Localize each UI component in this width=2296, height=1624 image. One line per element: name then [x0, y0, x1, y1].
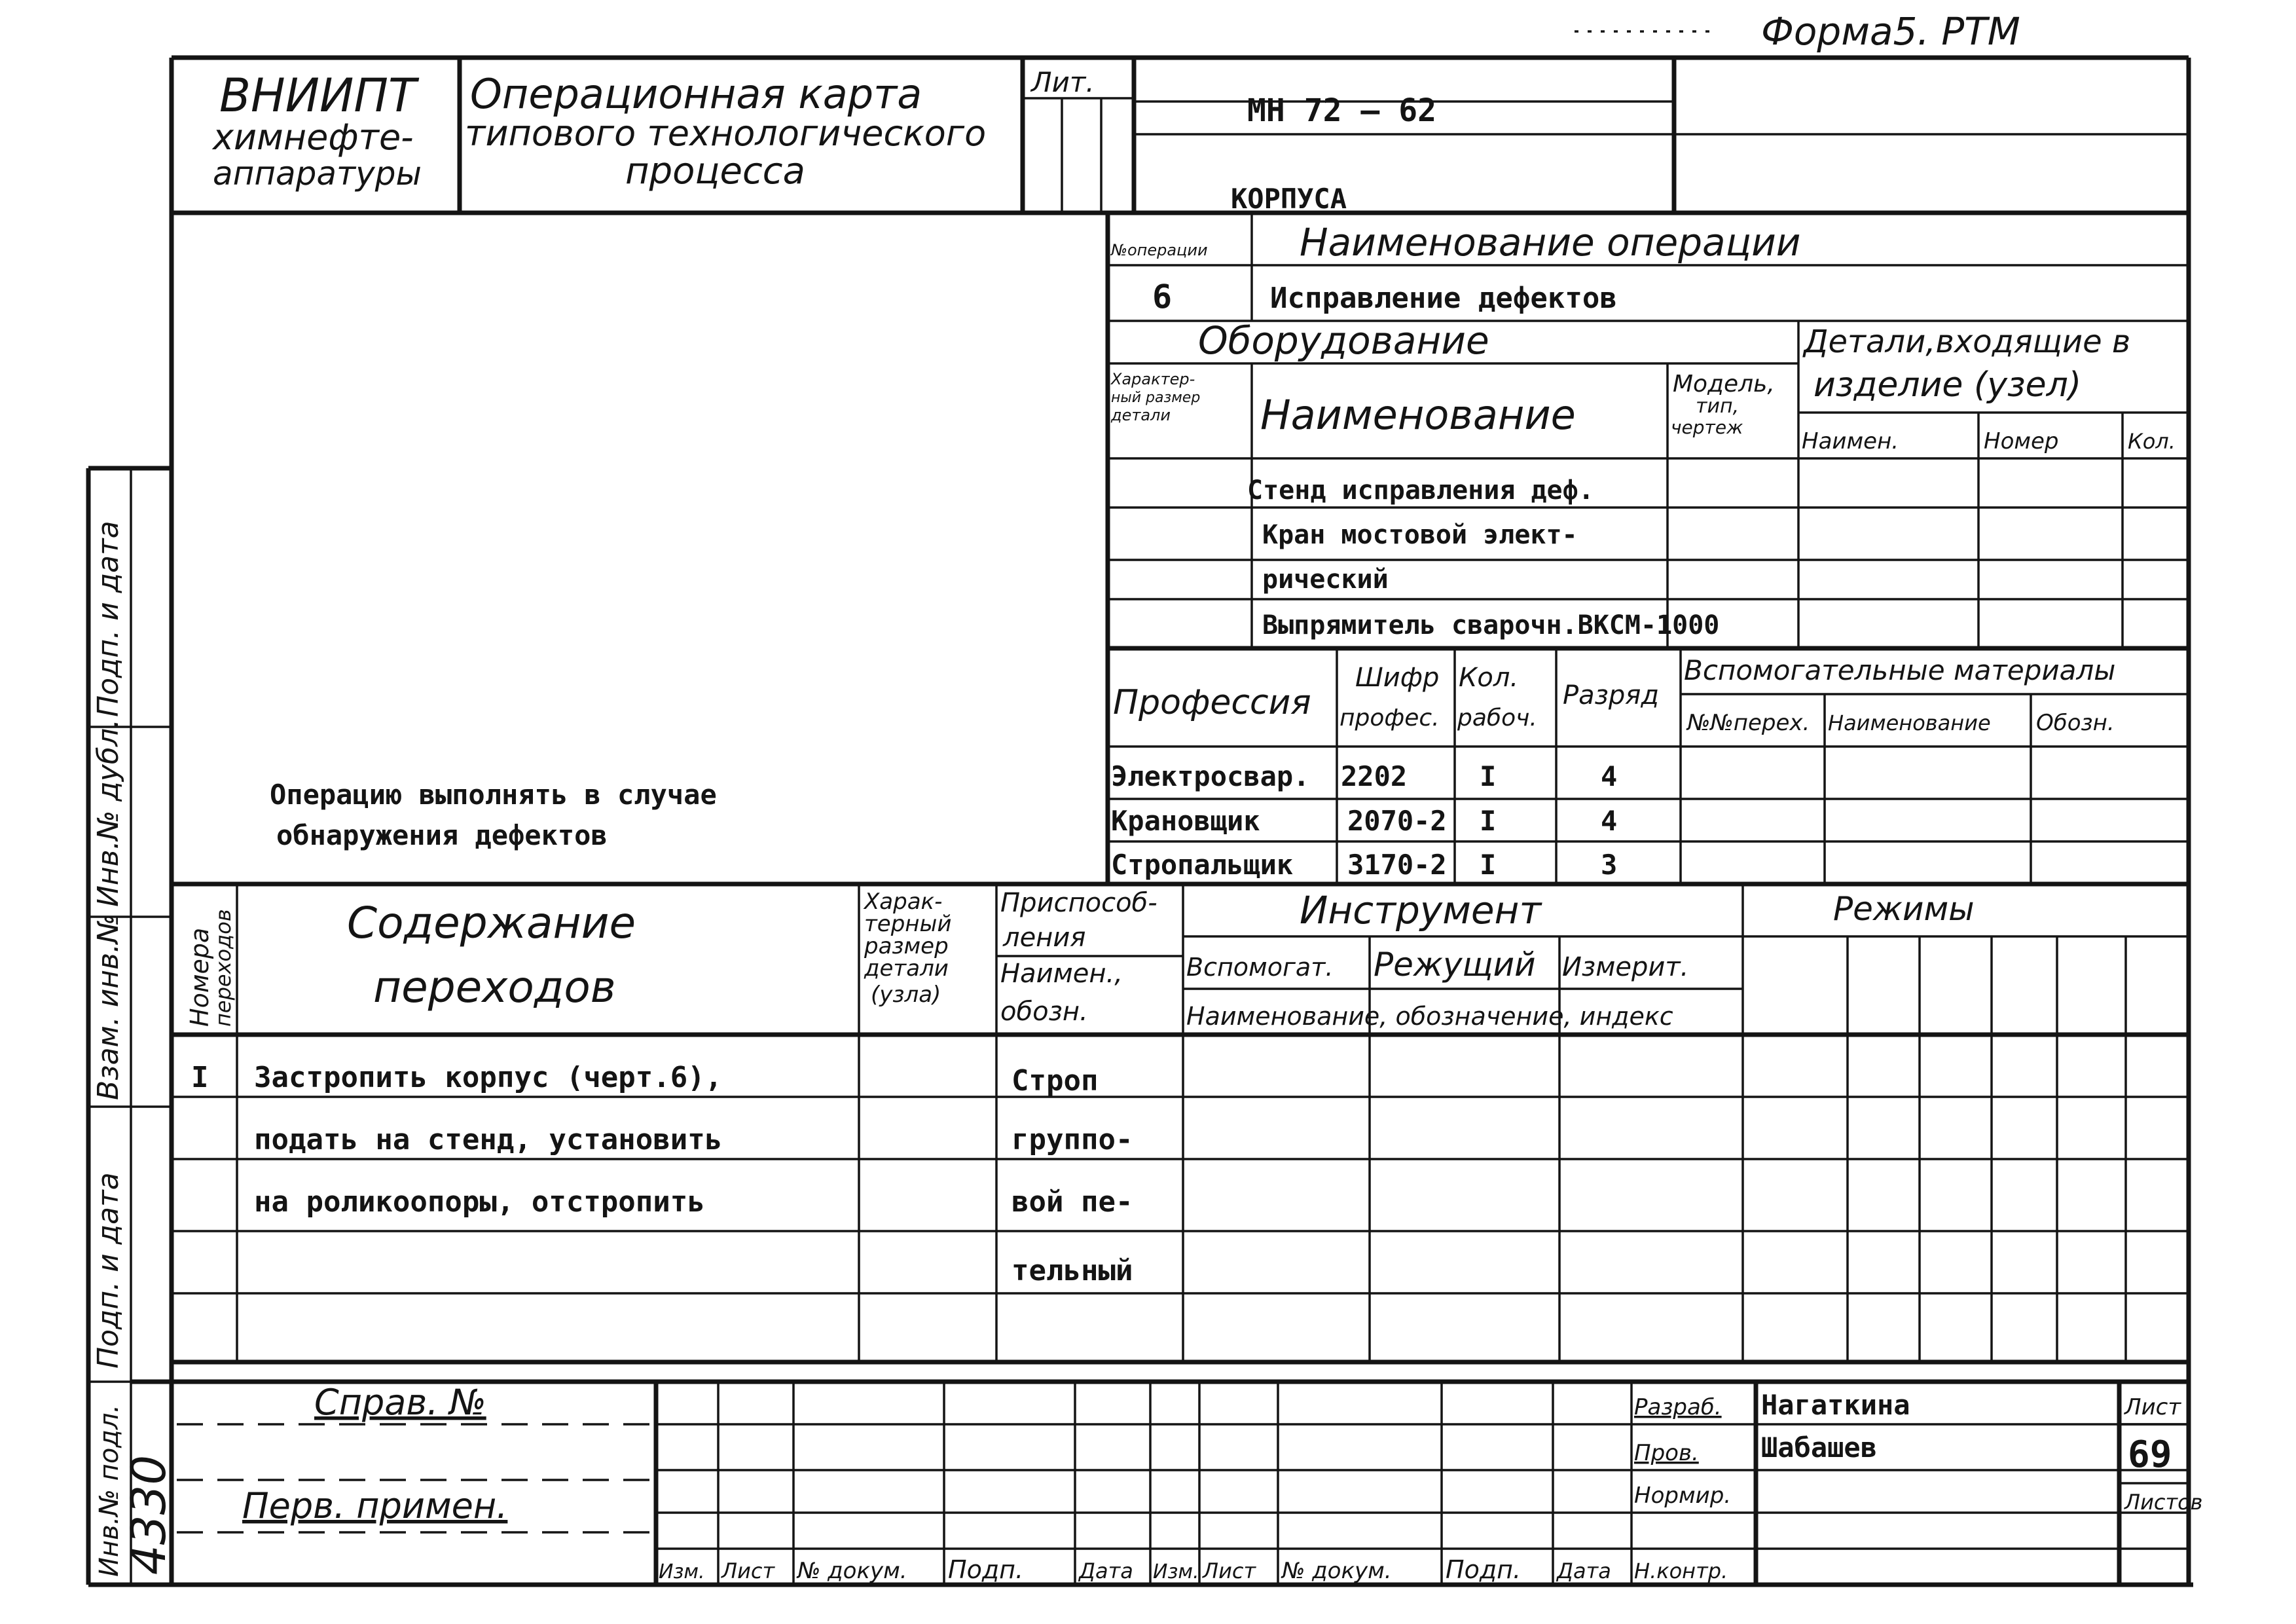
size-header-2: терный: [864, 911, 952, 937]
fixture-header-1: Приспособ-: [1000, 888, 1157, 918]
change-log-headers-right: [1153, 1555, 1611, 1584]
form-number-note: Форма5. РТМ: [1761, 9, 2020, 54]
reference-number-label: Справ. №: [314, 1382, 486, 1423]
transition-line-2: подать на стенд, установить: [254, 1123, 723, 1156]
fixture-line-3: вой пе-: [1011, 1185, 1133, 1219]
operation-name-label: Наименование операции: [1300, 220, 1801, 265]
transition-content-header-1: Содержание: [347, 898, 636, 948]
profession-code-header-1: Шифр: [1355, 663, 1440, 693]
sheets-total-label: Листов: [2124, 1490, 2203, 1515]
operation-note-line1: Операцию выполнять в случае: [270, 779, 717, 811]
worker-profession: Крановщик: [1111, 805, 1260, 837]
transition-number: I: [191, 1061, 209, 1094]
fixture-line-4: тельный: [1011, 1254, 1133, 1287]
fixture-header-3: Наимен.,: [1000, 959, 1123, 989]
operation-name: Исправление дефектов: [1270, 282, 1617, 315]
date-label: Дата: [1557, 1559, 1611, 1583]
worker-count: I: [1480, 849, 1497, 881]
signature-label: Подп.: [1446, 1555, 1522, 1584]
worker-profession: Стропальщик: [1111, 849, 1294, 881]
aux-col-name: Наименование: [1828, 710, 1991, 735]
tool-aux-header: Вспомогат.: [1186, 953, 1334, 982]
side-stamp-original-inv: Инв.№ подл.: [94, 1404, 124, 1577]
parts-col-qty: Кол.: [2128, 429, 2176, 454]
sheet-label: Лист: [2124, 1394, 2181, 1420]
n-control-label: Н.контр.: [1634, 1559, 1728, 1583]
card-title-line3: процесса: [625, 150, 805, 193]
parts-label-1: Детали,входящие в: [1804, 323, 2131, 360]
transition-content-header-2: переходов: [373, 962, 616, 1012]
checker-name: Шабашев: [1761, 1431, 1878, 1464]
worker-count-header-1: Кол.: [1459, 663, 1519, 693]
size-header-4: детали: [864, 955, 949, 982]
change-log-headers-left: [659, 1555, 1133, 1584]
developer-name: Нагаткина: [1761, 1389, 1910, 1421]
operation-note-line2: обнаружения дефектов: [276, 819, 608, 851]
first-use-label: Перв. примен.: [242, 1485, 508, 1526]
sheet-number: 69: [2128, 1433, 2172, 1476]
parts-label-2: изделие (узел): [1813, 365, 2082, 405]
worker-code: 2202: [1341, 760, 1408, 792]
equipment-row-2: Кран мостовой элект-: [1262, 520, 1578, 550]
tool-name-header: Наименование, обозначение, индекс: [1186, 1002, 1673, 1031]
equipment-size-label-2: ный размер: [1111, 390, 1201, 406]
fixture-line-1: Строп: [1011, 1064, 1099, 1098]
worker-row-2: [1111, 805, 1617, 837]
equipment-row-1: Стенд исправления деф.: [1247, 475, 1594, 506]
developed-by-label: Разраб.: [1634, 1394, 1722, 1420]
equipment-model-label-1: Модель,: [1673, 371, 1775, 397]
operation-number: 6: [1152, 278, 1173, 316]
original-inventory-number: 4330: [121, 1454, 176, 1575]
worker-count-header-2: рабоч.: [1457, 705, 1537, 731]
side-stamp-replace-inv: Взам. инв.№: [92, 913, 125, 1100]
worker-profession: Электросвар.: [1111, 760, 1310, 792]
transition-line-3: на роликоопоры, отстропить: [254, 1185, 705, 1219]
side-stamp-sign-date-2: Подп. и дата: [92, 1172, 125, 1369]
signature-label: Подп.: [948, 1555, 1024, 1584]
grade-header: Разряд: [1563, 680, 1660, 710]
doc-number-label: № докум.: [797, 1558, 907, 1584]
equipment-row-3: рический: [1262, 564, 1389, 595]
transition-number-header-1: Номера: [185, 927, 214, 1027]
size-header-3: размер: [864, 933, 949, 959]
transition-line-1: Застропить корпус (черт.6),: [254, 1061, 723, 1094]
org-name-line1: ВНИИПТ: [219, 69, 416, 122]
fixture-header-4: обозн.: [1000, 997, 1088, 1027]
list-label: Лист: [1203, 1559, 1256, 1583]
size-header-1: Харак-: [864, 889, 943, 915]
worker-grade: 3: [1601, 849, 1618, 881]
parts-col-name: Наимен.: [1802, 428, 1899, 454]
tool-header: Инструмент: [1300, 888, 1542, 932]
izm-label: Изм.: [1153, 1560, 1199, 1583]
transition-number-header-2: переходов: [211, 909, 236, 1027]
lit-label: Лит.: [1031, 66, 1095, 98]
profession-code-header-2: профес.: [1339, 705, 1440, 731]
worker-grade: 4: [1601, 760, 1618, 792]
side-stamp-duplicate-inv: Инв.№ дубл.: [92, 718, 125, 907]
card-title-line2: типового технологического: [465, 113, 987, 154]
tool-measuring-header: Измерит.: [1562, 952, 1689, 982]
card-title-line1: Операционная карта: [470, 70, 922, 118]
aux-col-transitions: №№перех.: [1687, 710, 1810, 736]
parts-col-number: Номер: [1984, 428, 2059, 454]
document-code: МН 72 – 62: [1247, 92, 1436, 129]
org-name-line2: химнефте-: [213, 117, 414, 158]
tool-cutting-header: Режущий: [1374, 946, 1536, 984]
norm-control-label: Нормир.: [1634, 1483, 1732, 1509]
worker-code: 2070-2: [1347, 805, 1447, 837]
doc-number-label: № докум.: [1282, 1558, 1392, 1584]
operation-number-label: №операции: [1111, 241, 1208, 259]
aux-materials-header: Вспомогательные материалы: [1684, 654, 2116, 686]
modes-header: Режимы: [1833, 890, 1975, 928]
equipment-size-label-1: Характер-: [1111, 370, 1195, 388]
equipment-name-label: Наименование: [1260, 391, 1576, 439]
equipment-section-label: Оборудование: [1198, 318, 1489, 363]
part-name: КОРПУСА: [1231, 183, 1347, 215]
org-name-line3: аппаратуры: [213, 155, 422, 193]
fixture-header-2: ления: [1003, 923, 1086, 953]
profession-header: Профессия: [1113, 683, 1311, 722]
size-header-5: (узла): [871, 982, 941, 1008]
worker-grade: 4: [1601, 805, 1618, 837]
worker-row-1: [1111, 760, 1617, 792]
worker-count: I: [1480, 805, 1497, 837]
equipment-size-label-3: детали: [1111, 406, 1171, 424]
list-label: Лист: [721, 1559, 775, 1583]
worker-code: 3170-2: [1347, 849, 1447, 881]
worker-row-3: [1111, 849, 1617, 881]
equipment-row-4: Выпрямитель сварочн.ВКСМ-1000: [1262, 610, 1720, 640]
fixture-line-2: группо-: [1011, 1123, 1133, 1156]
checked-by-label: Пров.: [1634, 1440, 1699, 1466]
date-label: Дата: [1079, 1559, 1133, 1583]
worker-count: I: [1480, 760, 1497, 792]
side-stamp-sign-date-1: Подп. и дата: [92, 521, 125, 717]
equipment-model-label-2: тип,: [1696, 395, 1740, 418]
izm-label: Изм.: [659, 1560, 705, 1583]
aux-col-designation: Обозн.: [2036, 710, 2115, 736]
equipment-model-label-3: чертеж: [1671, 416, 1743, 438]
